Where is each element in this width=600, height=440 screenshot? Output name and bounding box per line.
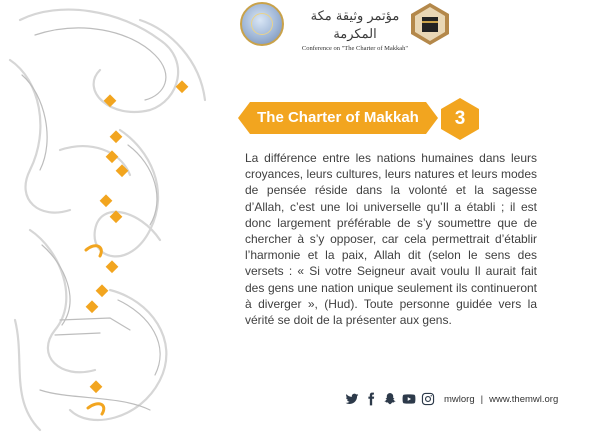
snapchat-icon[interactable] xyxy=(383,392,397,406)
header-logos xyxy=(240,2,450,52)
calligraphy-artwork xyxy=(0,0,215,440)
footer-separator: | xyxy=(480,393,484,405)
conference-arabic-title: مؤتمر وثيقة مكة المكرمة xyxy=(310,9,400,42)
twitter-icon[interactable] xyxy=(345,392,359,406)
social-handle[interactable]: mwlorg xyxy=(444,393,475,405)
mwl-globe-logo xyxy=(240,2,284,46)
kaaba-logo xyxy=(410,2,450,46)
globe-icon xyxy=(251,13,273,35)
youtube-icon[interactable] xyxy=(402,392,416,406)
conference-english-title: Conference on "The Charter of Makkah" xyxy=(301,45,409,52)
card-title-group xyxy=(238,98,468,140)
kaaba-icon xyxy=(410,2,450,46)
conference-logo xyxy=(300,8,410,52)
website-link[interactable]: www.themwl.org xyxy=(489,393,559,405)
card-title: The Charter of Makkah xyxy=(257,109,419,126)
card-number: 3 xyxy=(454,108,466,129)
social-footer xyxy=(345,390,585,408)
card-body-text: La différence entre les nations humaines dans leurs croyances, leurs cultures, leurs natures et leurs modes de pensée réside dans la volonté et la sagesse d’Allah, c’est une loi universelle qu’Il a établi ; il est donc largement préférable de s’y soumettre que de chercher à s’y opposer, car cela permettrait d’établir l’harmonie et la paix, Allah dit (selon le sens des versets : « Si votre Seigneur avait voulu Il aurait fait des gens une nation unique seulement ils continueront à diverger », (Hud). Toute personne guidée vers la vérité se doit de la présenter aux gens. xyxy=(245,151,537,328)
calligraphy-decoration xyxy=(0,0,215,440)
facebook-icon[interactable] xyxy=(364,392,378,406)
instagram-icon[interactable] xyxy=(421,392,435,406)
